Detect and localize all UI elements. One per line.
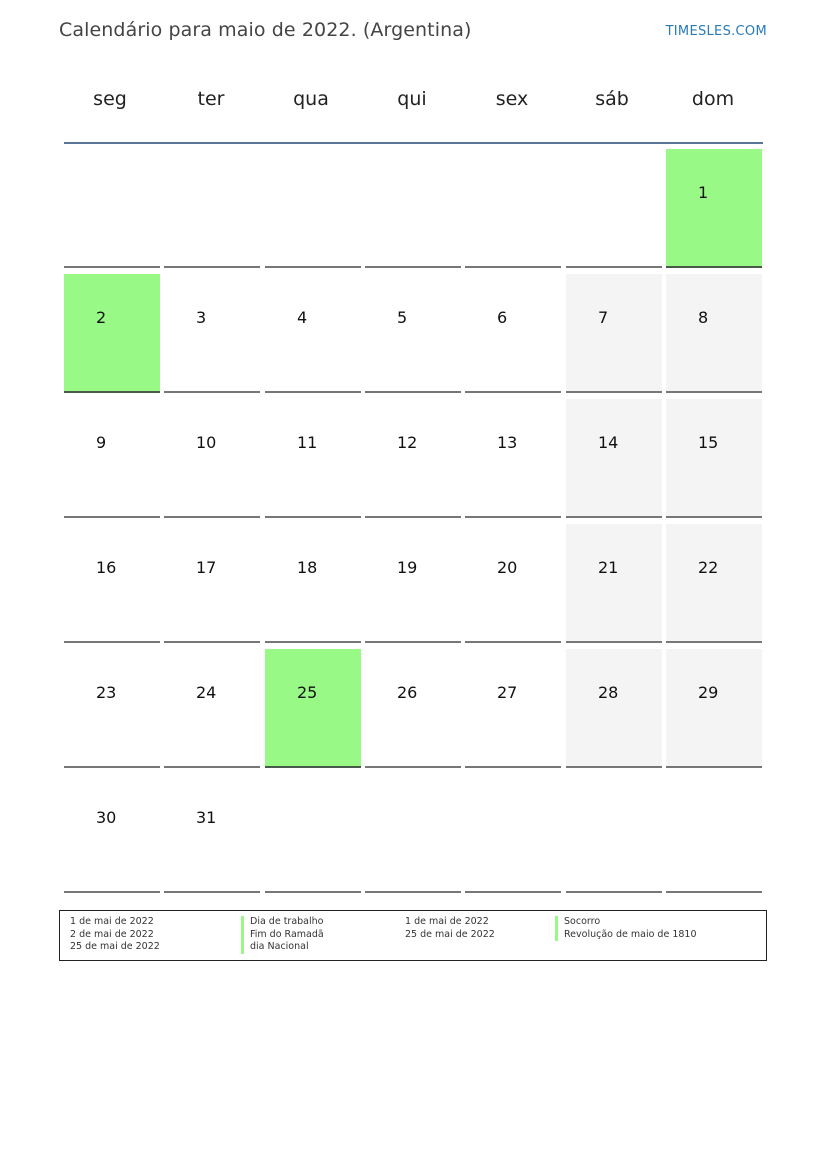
legend-right-dates <box>405 916 495 941</box>
weekday-sun: dom <box>691 88 735 110</box>
day-number: 16 <box>96 558 117 577</box>
day-cell-12 <box>365 399 461 518</box>
empty-day-cell <box>465 774 561 893</box>
legend-holiday-name: dia Nacional <box>241 941 324 954</box>
day-cell-24 <box>164 649 260 768</box>
day-cell-3 <box>164 274 260 393</box>
day-cell-23 <box>64 649 160 768</box>
day-number: 22 <box>698 558 719 577</box>
day-number: 31 <box>196 808 217 827</box>
day-number: 13 <box>497 433 518 452</box>
day-cell-2 <box>64 274 160 393</box>
legend-date: 25 de mai de 2022 <box>405 928 495 940</box>
day-number: 4 <box>297 308 308 327</box>
weekday-wed: qua <box>293 88 329 110</box>
header-divider <box>64 142 763 144</box>
day-cell-1 <box>666 149 762 268</box>
day-cell-14 <box>566 399 662 518</box>
empty-day-cell <box>566 149 662 268</box>
legend-date: 1 de mai de 2022 <box>70 916 154 927</box>
day-cell-6 <box>465 274 561 393</box>
day-number: 3 <box>196 308 207 327</box>
legend-left-dates <box>70 916 160 954</box>
day-cell-21 <box>566 524 662 643</box>
day-number: 18 <box>297 558 318 577</box>
page-title: Calendário para maio de 2022. (Argentina) <box>59 19 472 41</box>
day-number: 29 <box>698 683 719 702</box>
weekday-mon: seg <box>93 88 127 110</box>
day-cell-13 <box>465 399 561 518</box>
weekday-sat: sáb <box>595 88 629 110</box>
day-number: 10 <box>196 433 217 452</box>
day-number: 19 <box>397 558 418 577</box>
day-cell-7 <box>566 274 662 393</box>
day-number: 30 <box>96 808 117 827</box>
day-cell-28 <box>566 649 662 768</box>
day-cell-29 <box>666 649 762 768</box>
day-number: 27 <box>497 683 518 702</box>
empty-day-cell <box>666 774 762 893</box>
day-cell-31 <box>164 774 260 893</box>
empty-day-cell <box>465 149 561 268</box>
day-number: 2 <box>96 308 107 327</box>
day-number: 24 <box>196 683 217 702</box>
day-number: 6 <box>497 308 508 327</box>
day-cell-11 <box>265 399 361 518</box>
legend-date: 25 de mai de 2022 <box>70 941 160 952</box>
day-number: 26 <box>397 683 418 702</box>
day-cell-26 <box>365 649 461 768</box>
empty-day-cell <box>164 149 260 268</box>
empty-day-cell <box>365 149 461 268</box>
legend-holiday-name: Fim do Ramadã <box>241 929 324 942</box>
day-cell-19 <box>365 524 461 643</box>
day-cell-20 <box>465 524 561 643</box>
weekday-thu: qui <box>397 88 427 110</box>
weekday-tue: ter <box>197 88 225 110</box>
day-cell-16 <box>64 524 160 643</box>
empty-day-cell <box>566 774 662 893</box>
day-cell-10 <box>164 399 260 518</box>
day-cell-5 <box>365 274 461 393</box>
day-cell-30 <box>64 774 160 893</box>
legend-holiday-name: Dia de trabalho <box>241 916 324 929</box>
day-cell-27 <box>465 649 561 768</box>
legend-right-names <box>555 916 697 941</box>
day-cell-22 <box>666 524 762 643</box>
day-number: 25 <box>297 683 318 702</box>
day-number: 15 <box>698 433 719 452</box>
day-number: 14 <box>598 433 619 452</box>
day-number: 5 <box>397 308 408 327</box>
day-number: 21 <box>598 558 619 577</box>
day-cell-9 <box>64 399 160 518</box>
day-number: 17 <box>196 558 217 577</box>
day-number: 9 <box>96 433 107 452</box>
day-cell-18 <box>265 524 361 643</box>
weekday-fri: sex <box>495 88 529 110</box>
empty-day-cell <box>265 774 361 893</box>
empty-day-cell <box>265 149 361 268</box>
day-number: 8 <box>698 308 709 327</box>
day-number: 12 <box>397 433 418 452</box>
day-cell-8 <box>666 274 762 393</box>
day-number: 23 <box>96 683 117 702</box>
legend-holiday-name: Socorro <box>555 916 697 929</box>
day-number: 1 <box>698 183 709 202</box>
weekday-header-row <box>62 88 764 120</box>
day-number: 11 <box>297 433 318 452</box>
legend-holiday-name: Revolução de maio de 1810 <box>555 929 697 942</box>
day-number: 28 <box>598 683 619 702</box>
empty-day-cell <box>365 774 461 893</box>
legend-left-names <box>241 916 324 954</box>
day-cell-25 <box>265 649 361 768</box>
legend-date: 1 de mai de 2022 <box>405 916 489 927</box>
empty-day-cell <box>64 149 160 268</box>
day-cell-15 <box>666 399 762 518</box>
brand-link[interactable]: TIMESLES.COM <box>665 24 767 39</box>
day-cell-4 <box>265 274 361 393</box>
day-number: 7 <box>598 308 609 327</box>
legend-date: 2 de mai de 2022 <box>70 928 154 940</box>
day-cell-17 <box>164 524 260 643</box>
day-number: 20 <box>497 558 518 577</box>
holiday-legend <box>59 910 767 961</box>
